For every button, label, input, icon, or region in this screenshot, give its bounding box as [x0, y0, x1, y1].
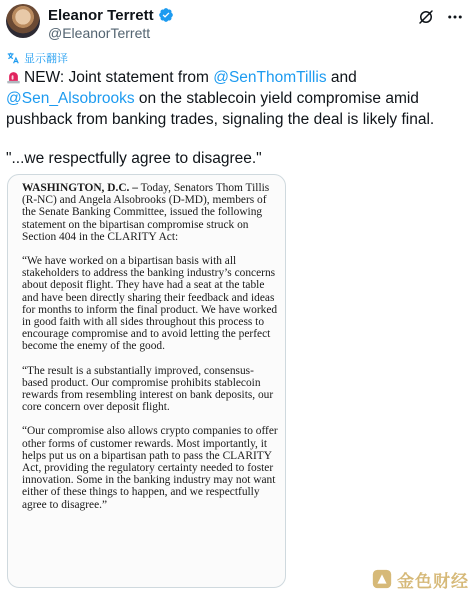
more-icon[interactable] [446, 8, 464, 26]
statement-paragraph-1: “We have worked on a bipartisan basis with all stakeholders to address the banking industry’s concerns about deposit flight. They have had a seat at the table and have been directly sharing their feedback and ideas for months to inform the final product. We have worked in good faith with all sides throughout this process to encourage compromise and to avoid letting the perfect become the enemy of the good. [22, 255, 278, 353]
name-row [48, 6, 174, 24]
watermark-logo-icon [371, 568, 393, 590]
watermark [371, 567, 469, 591]
tweet-main-text [6, 67, 466, 130]
statement-image[interactable] [7, 174, 286, 588]
statement-intro-text: Today, Senators Thom Tillis (R-NC) and Angela Alsobrooks (D-MD), members of the Senate Banking Committee, issued the following statement on the bipartisan compromise struck on Section 404 in the CLARITY Act: [22, 182, 270, 243]
translate-link[interactable] [6, 50, 68, 66]
statement-document [22, 182, 278, 523]
siren-emoji-icon [6, 69, 21, 84]
tweet-quote: "...we respectfully agree to disagree." [6, 150, 262, 167]
tweet-text-suffix: on the stablecoin yield compromise amid pushback from banking trades, signaling the deal is likely final. [6, 90, 435, 128]
statement-dateline: WASHINGTON, D.C. – [22, 182, 138, 194]
translate-label[interactable]: 显示翻译 [24, 53, 68, 65]
mention-sen-thom-tillis[interactable]: @SenThomTillis [213, 69, 327, 86]
tweet-header [6, 4, 466, 44]
watermark-text: 金色财经 [397, 571, 469, 591]
tweet-text-prefix: NEW: Joint statement from [24, 69, 214, 86]
tweet-text [6, 67, 466, 169]
tweet-text-middle: and [326, 69, 357, 86]
grok-icon[interactable] [417, 8, 435, 26]
avatar[interactable] [6, 4, 40, 38]
translate-icon [6, 51, 20, 65]
statement-intro [22, 182, 278, 243]
mention-sen-alsobrooks[interactable]: @Sen_Alsobrooks [6, 90, 135, 107]
display-name[interactable]: Eleanor Terrett [48, 6, 154, 24]
statement-paragraph-3: “Our compromise also allows crypto companies to offer other forms of customer rewards. Most importantly, it helps put us on a bipartisan path to pass the CLARITY Act, providing the regulatory certainty needed to foster innovation. Some in the banking industry may not want either of these things to happen, and we respectfully agree to disagree.” [22, 425, 278, 511]
handle[interactable]: @EleanorTerrett [48, 25, 151, 41]
verified-badge-icon [158, 7, 174, 23]
statement-paragraph-2: “The result is a substantially improved, consensus-based product. Our compromise prohibits stablecoin rewards from resembling interest on bank deposits, our core concern over deposit flight. [22, 364, 274, 414]
